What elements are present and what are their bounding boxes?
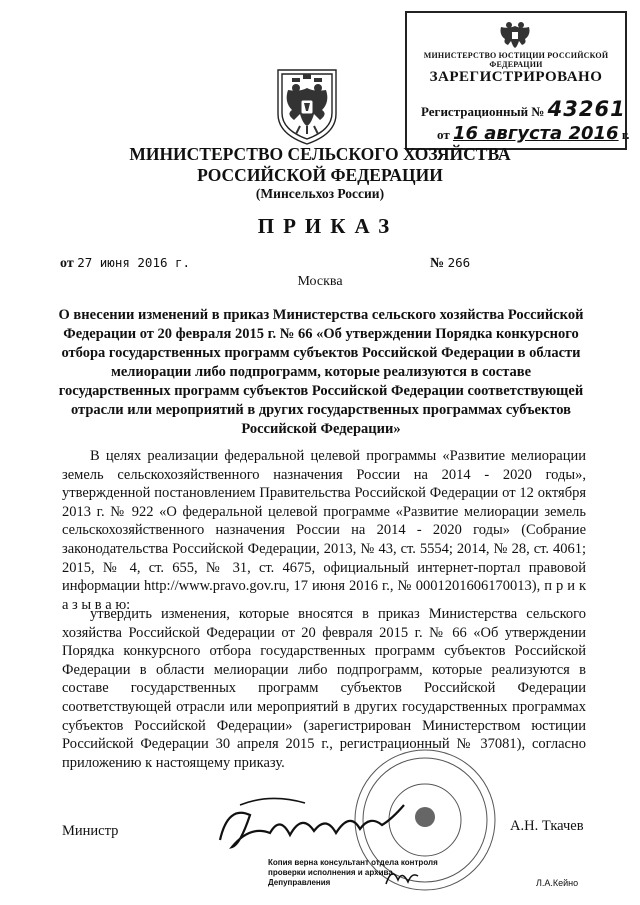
order-decision [62,605,586,772]
order-date [60,255,190,272]
order-preamble [62,447,586,614]
order-number-value: 266 [447,255,471,270]
copy-signature-icon [382,862,422,892]
stamp-date-row [437,123,630,144]
coat-of-arms-icon [270,62,344,148]
order-number [430,255,470,272]
signatory-role: Министр [62,823,119,839]
ministry-title-line1: МИНИСТЕРСТВО СЕЛЬСКОГО ХОЗЯЙСТВА [129,144,511,164]
preamble-paragraph: В целях реализации федеральной целевой программы «Развитие мелиорации земель сельскохозяйственного назначения России на 2014 - 2020 годы», утвержденной постановлением Правительства Российской Федерации от 12 октября 2013 г. № 922 «О федеральной целевой программе «Развитие мелиорации земель сельскохозяйственного назначения России на 2014 - 2020 годы» (Собрание законодательства Российской Федерации, 2013, № 43, ст. 5554; 2014, № 28, ст. 4061; 2015, № 4, ст. 655, № 31, ст. 4675, официальный интернет-портал правовой информации http://www.pravo.gov.ru, 17 июня 2016 г., № 0001201606170013), п р и к а з ы в а ю: [62,448,586,613]
order-city: Москва [297,274,343,289]
stamp-title: ЗАРЕГИСТРИРОВАНО [429,69,603,85]
stamp-date-label: от [437,127,450,142]
stamp-date-suffix: г. [621,127,630,142]
copy-certifier-name: Л.А.Кейно [536,878,579,888]
stamp-emblem-icon [495,17,535,49]
stamp-date-value: 16 августа 2016 [452,123,619,144]
stamp-reg-number-row [421,97,626,121]
ministry-title [0,144,640,186]
registration-stamp [405,11,630,150]
decision-paragraph: утвердить изменения, которые вносятся в приказ Министерства сельского хозяйства Российской Федерации от 20 февраля 2015 г. № 66 «Об утверждении Порядка конкурсного отбора государственных программ субъектов Российской Федерации в области мелиорации либо подпрограмм, которые реализуются в составе государственных программ субъектов Российской Федерации соответствующей отрасли или мероприятий в других государственных программах субъектов Российской Федерации» (зарегистрирован Министерством юстиции Российской Федерации 30 апреля 2015 г., регистрационный № 37081), согласно приложению к настоящему приказу. [62,606,586,771]
ministry-title-line2: РОССИЙСКОЙ ФЕДЕРАЦИИ [197,165,443,185]
order-number-label: № [430,256,445,271]
copy-stamp-line1: Копия верна консультант отдела контроля [268,858,438,867]
stamp-reg-number: 43261 [547,97,626,121]
signatory-name: А.Н. Ткачев [510,818,584,834]
ministry-short-name: (Минсельхоз России) [255,186,385,201]
signature-icon [210,785,410,865]
document-type-title: ПРИКАЗ [257,214,399,238]
order-date-value: 27 июня 2016 г. [77,255,191,270]
copy-stamp-line2: проверки исполнения и архива [268,868,393,877]
order-subject: О внесении изменений в приказ Министерства сельского хозяйства Российской Федерации от 20 февраля 2015 г. № 66 «Об утверждении Порядка конкурсного отбора государственных программ субъектов Российской Федерации в области мелиорации либо подпрограмм, которые реализуются в составе государственных программ субъектов Российской Федерации соответствующей отрасли или мероприятий в других государственных программах субъектов Российской Федерации» [58,307,584,437]
stamp-reg-label: Регистрационный № [421,104,545,119]
order-date-label: от [60,256,74,271]
copy-stamp-line3: Депуправления [268,878,331,887]
stamp-ministry: МИНИСТЕРСТВО ЮСТИЦИИ РОССИЙСКОЙ ФЕДЕРАЦИИ [423,51,609,69]
